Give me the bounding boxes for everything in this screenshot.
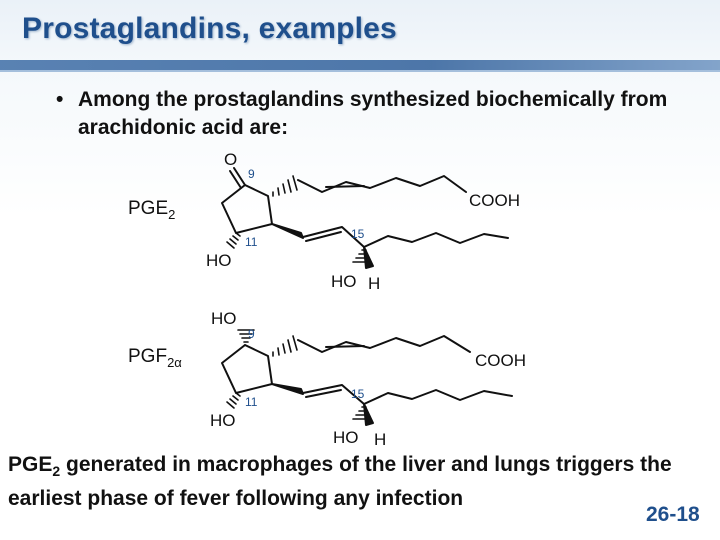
pgf2a-hash-bond [273, 336, 297, 356]
pgf2a-lower-chain [303, 385, 512, 404]
pgf2a-c15: 15 [351, 387, 365, 401]
pge2-c15: 15 [351, 227, 365, 241]
pgf2a-structure [222, 330, 512, 425]
slide-number: 26-18 [646, 503, 700, 526]
pge2-keto-o: O [224, 150, 238, 169]
structure-diagrams [0, 140, 720, 450]
bullet-dot: • [56, 88, 64, 111]
title-divider-thin [0, 70, 720, 72]
title-divider [0, 60, 720, 70]
pgf2a-chain-ho: HO [333, 428, 359, 447]
pge2-cooh: COOH [469, 191, 520, 210]
pgf2a-label: $PGF_{2\alpha}$ [128, 346, 182, 370]
pge2-c11: 11 [245, 235, 258, 249]
footnote-text [8, 451, 708, 512]
footnote-prefix: PGE [8, 453, 53, 476]
pge2-c15-h-wedge [364, 247, 373, 268]
pgf2a-c15-h-wedge [364, 404, 373, 425]
bullet-text: Among the prostaglandins synthesized biochemically from arachidonic acid are: [78, 88, 668, 139]
pge2-ring [222, 185, 272, 233]
pge2-chain-ho: HO [331, 272, 357, 291]
pgf2a-chain-h: H [374, 430, 387, 449]
pgf2a-ring-ho: HO [210, 411, 236, 430]
pge2-lower-chain [303, 227, 508, 247]
pgf2a-ring-oh-hash [227, 393, 240, 408]
pge2-structure [222, 168, 508, 268]
pgf2a-upper-chain [298, 336, 470, 352]
pgf2a-ring [222, 345, 272, 393]
pge2-chain-h: H [368, 274, 381, 293]
pge2-label: $PGE_2$ [128, 198, 176, 222]
pge2-keto-bond [234, 168, 245, 185]
pgf2a-c9: 9 [248, 327, 255, 341]
slide-title: Prostaglandins, examples [22, 12, 397, 45]
pgf2a-cooh: COOH [475, 351, 526, 370]
footnote-rest: generated in macrophages of the liver and lungs triggers the earliest phase of fever following any infection [8, 453, 672, 511]
pge2-c9: 9 [248, 167, 255, 181]
pge2-upper-chain [298, 176, 466, 192]
pgf2a-top-ho: HO [211, 309, 237, 328]
pge2-ring-ho: HO [206, 251, 232, 270]
pge2-wedge-bond [272, 224, 303, 238]
pgf2a-c11: 11 [245, 395, 258, 409]
pgf2a-wedge-bond [272, 384, 303, 394]
pge2-hash-bond [273, 176, 297, 196]
pge2-ring-oh-hash [227, 233, 240, 248]
footnote-subscript: 2 [52, 463, 61, 480]
